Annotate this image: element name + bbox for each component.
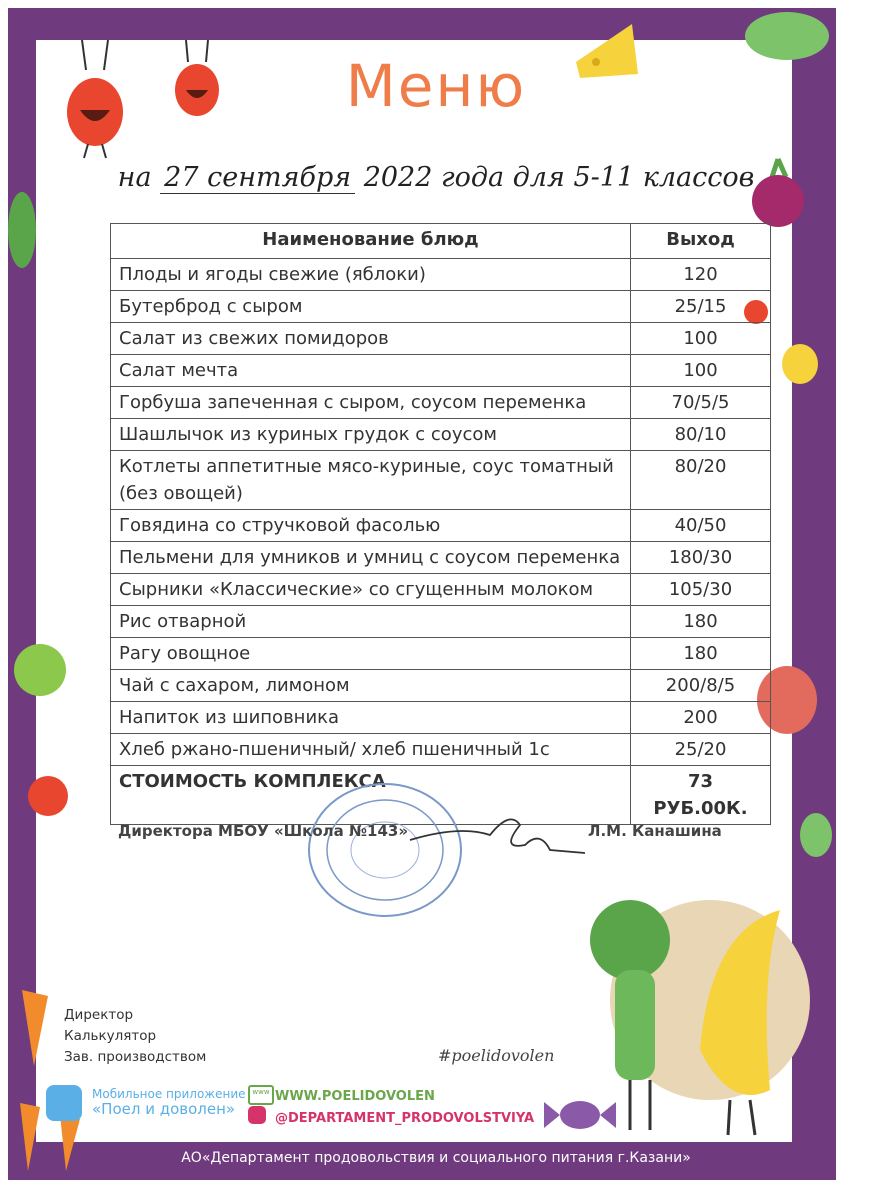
dish-output: 200/8/5 [631, 670, 771, 702]
leaf-icon [798, 810, 832, 860]
table-row [111, 702, 771, 734]
dish-output: 80/10 [631, 419, 771, 451]
table-row [111, 510, 771, 542]
dish-name: Напиток из шиповника [111, 702, 631, 734]
table-row [111, 606, 771, 638]
dish-name: Сырники «Классические» со сгущенным молоком [111, 574, 631, 606]
table-row [111, 259, 771, 291]
director-title: Директора МБОУ «Школа №143» [118, 822, 409, 840]
staff-director: Директор [64, 1007, 134, 1023]
dish-name: Котлеты аппетитные мясо-куриные, соус томатный (без овощей) [111, 451, 631, 510]
table-row [111, 574, 771, 606]
staff-calculator: Калькулятор [64, 1028, 157, 1044]
instagram-link[interactable]: @DEPARTAMENT_PRODOVOLSTVIYA [275, 1111, 535, 1126]
table-row [111, 419, 771, 451]
dish-name: Горбуша запеченная с сыром, соусом переменка [111, 387, 631, 419]
instagram-icon [248, 1106, 266, 1124]
table-row [111, 291, 771, 323]
candy-icon [540, 1090, 620, 1140]
mobile-app-text [92, 1087, 246, 1117]
table-row [111, 323, 771, 355]
dish-name: Рис отварной [111, 606, 631, 638]
table-row [111, 387, 771, 419]
dish-output: 25/20 [631, 734, 771, 766]
dish-output: 180/30 [631, 542, 771, 574]
table-row [111, 638, 771, 670]
dish-name: Салат мечта [111, 355, 631, 387]
table-row [111, 734, 771, 766]
dish-name: Рагу овощное [111, 638, 631, 670]
carrot-character-icon [8, 980, 58, 1070]
table-row [111, 670, 771, 702]
app-line1: Мобильное приложение [92, 1087, 246, 1101]
table-row [111, 542, 771, 574]
dish-name: Плоды и ягоды свежие (яблоки) [111, 259, 631, 291]
table-header-row [111, 224, 771, 259]
subtitle-month: сентября [207, 162, 352, 193]
staff-production-head: Зав. производством [64, 1049, 207, 1065]
staff-list [64, 1005, 206, 1068]
dish-output: 180 [631, 638, 771, 670]
menu-table [110, 223, 771, 825]
lemon-character-icon [780, 340, 820, 386]
header-dish-name: Наименование блюд [111, 224, 631, 259]
dish-output: 100 [631, 355, 771, 387]
subtitle-day: 27 [164, 162, 199, 193]
dish-name: Бутерброд с сыром [111, 291, 631, 323]
total-value: 73 РУБ.00К. [631, 766, 771, 825]
contact-links [275, 1086, 534, 1130]
dish-name: Хлеб ржано-пшеничный/ хлеб пшеничный 1с [111, 734, 631, 766]
subtitle-prefix: на [117, 162, 152, 193]
tomato-small-icon [22, 764, 74, 820]
dish-name: Пельмени для умников и умниц с соусом переменка [111, 542, 631, 574]
cucumber-icon [8, 190, 38, 270]
page-title: Меню [345, 52, 527, 120]
website-icon: www [248, 1085, 274, 1105]
dish-output: 100 [631, 323, 771, 355]
green-apple-character-icon [10, 630, 70, 700]
dish-name: Чай с сахаром, лимоном [111, 670, 631, 702]
dish-output: 120 [631, 259, 771, 291]
dish-output: 200 [631, 702, 771, 734]
table-row [111, 355, 771, 387]
subtitle-date [160, 162, 355, 194]
dish-output: 25/15 [631, 291, 771, 323]
footer-organization: АО«Департамент продовольствия и социального питания г.Казани» [181, 1150, 691, 1166]
header-output: Выход [631, 224, 771, 259]
director-signature-icon [400, 805, 590, 865]
dish-output: 40/50 [631, 510, 771, 542]
dish-output: 80/20 [631, 451, 771, 510]
dish-name: Говядина со стручковой фасолью [111, 510, 631, 542]
table-row [111, 451, 771, 510]
hashtag: #poelidovolen [438, 1046, 555, 1065]
total-label: СТОИМОСТЬ КОМПЛЕКСА [111, 766, 631, 825]
dish-name: Салат из свежих помидоров [111, 323, 631, 355]
website-link[interactable]: WWW.POELIDOVOLEN [275, 1089, 435, 1104]
dish-output: 105/30 [631, 574, 771, 606]
app-line2: «Поел и доволен» [92, 1100, 236, 1118]
dish-output: 180 [631, 606, 771, 638]
subtitle-suffix: 2022 года для 5-11 классов [363, 162, 755, 193]
director-name: Л.М. Канашина [588, 822, 722, 840]
menu-subtitle [0, 162, 872, 193]
dish-output: 70/5/5 [631, 387, 771, 419]
mobile-app-icon [46, 1085, 82, 1121]
dish-name: Шашлычок из куриных грудок с соусом [111, 419, 631, 451]
